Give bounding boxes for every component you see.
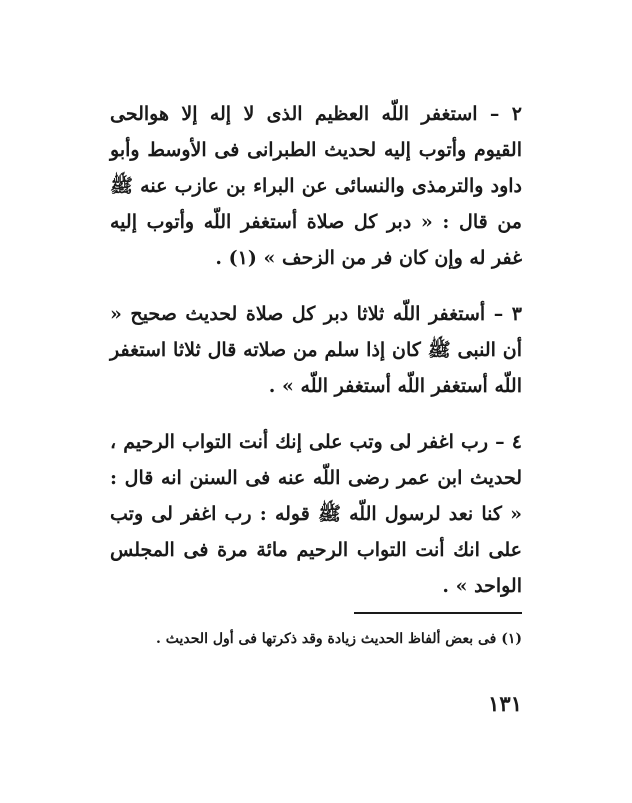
book-page [110,96,522,736]
paragraph-4: ٤ – رب اغفر لى وتب على إنك أنت التواب الرحيم ، لحديث ابن عمر رضى اللّه عنه فى السنن انه قال : « كنا نعد لرسول اللّه ﷺ قوله : رب اغفر لى وتب على انك أنت التواب الرحيم مائة مرة فى المجلس الواحد » . [110,431,522,597]
footnote: (١) فى بعض ألفاظ الحديث زيادة وقد ذكرتها فى أول الحديث . [156,631,522,647]
paragraph-2: ٢ – استغفر اللّه العظيم الذى لا إله إلا هوالحى القيوم وأتوب إليه لحديث الطبرانى فى الأوسط وأبو داود والترمذى والنسائى عن البراء بن عازب عنه ﷺ من قال : « دبر كل صلاة أستغفر اللّه وأتوب إليه غفر له وإن كان فر من الزحف » (١) . [110,103,522,269]
paragraph-3: ٣ – أستغفر اللّه ثلاثا دبر كل صلاة لحديث صحيح « أن النبى ﷺ كان إذا سلم من صلاته قال ثلاثا استغفر اللّه أستغفر اللّه أستغفر اللّه » . [110,303,522,397]
page-number: ١٣١ [488,691,522,716]
footnote-divider [354,612,522,614]
